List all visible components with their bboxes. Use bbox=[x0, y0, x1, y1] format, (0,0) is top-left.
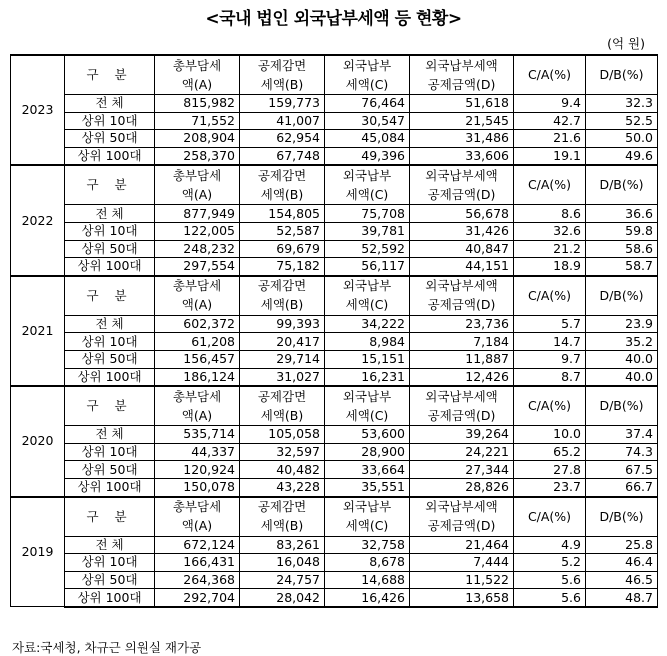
header-col4-bottom: 공제금액(D) bbox=[410, 296, 514, 316]
table-row bbox=[11, 95, 658, 113]
header-col2-top: 공제감면 bbox=[240, 276, 325, 296]
header-label-cell: 구 분 bbox=[65, 55, 155, 95]
value-cell-a: 248,232 bbox=[155, 240, 240, 258]
value-cell-d: 51,618 bbox=[410, 95, 514, 113]
value-cell-ca: 21.6 bbox=[514, 130, 586, 148]
table-row bbox=[11, 478, 658, 496]
value-cell-d: 31,486 bbox=[410, 130, 514, 148]
value-cell-d: 40,847 bbox=[410, 240, 514, 258]
row-label-cell: 상위 50대 bbox=[65, 130, 155, 148]
header-col2-top: 공제감면 bbox=[240, 386, 325, 406]
value-cell-d: 23,736 bbox=[410, 315, 514, 333]
value-cell-db: 25.8 bbox=[586, 536, 658, 554]
row-label-cell: 상위 100대 bbox=[65, 589, 155, 607]
value-cell-b: 40,482 bbox=[240, 461, 325, 479]
row-label-cell: 상위 100대 bbox=[65, 478, 155, 496]
value-cell-c: 56,117 bbox=[325, 258, 410, 276]
header-col3-bottom: 세액(C) bbox=[325, 75, 410, 95]
table-row bbox=[11, 461, 658, 479]
value-cell-d: 21,464 bbox=[410, 536, 514, 554]
value-cell-ca: 4.9 bbox=[514, 536, 586, 554]
value-cell-ca: 42.7 bbox=[514, 112, 586, 130]
row-label-cell: 상위 10대 bbox=[65, 222, 155, 240]
table-row bbox=[11, 258, 658, 276]
value-cell-d: 33,606 bbox=[410, 147, 514, 165]
header-col6: D/B(%) bbox=[586, 55, 658, 95]
value-cell-b: 41,007 bbox=[240, 112, 325, 130]
value-cell-b: 16,048 bbox=[240, 554, 325, 572]
row-label-cell: 상위 50대 bbox=[65, 240, 155, 258]
value-cell-ca: 5.2 bbox=[514, 554, 586, 572]
table-row bbox=[11, 240, 658, 258]
value-cell-a: 122,005 bbox=[155, 222, 240, 240]
header-col5: C/A(%) bbox=[514, 386, 586, 426]
value-cell-a: 602,372 bbox=[155, 315, 240, 333]
header-col1-top: 총부담세 bbox=[155, 497, 240, 517]
value-cell-ca: 5.6 bbox=[514, 589, 586, 607]
value-cell-a: 61,208 bbox=[155, 333, 240, 351]
header-col3-bottom: 세액(C) bbox=[325, 185, 410, 205]
value-cell-c: 16,426 bbox=[325, 589, 410, 607]
header-col4-bottom: 공제금액(D) bbox=[410, 185, 514, 205]
header-col6: D/B(%) bbox=[586, 165, 658, 205]
table-row bbox=[11, 426, 658, 444]
value-cell-ca: 9.7 bbox=[514, 350, 586, 368]
value-cell-c: 33,664 bbox=[325, 461, 410, 479]
header-col2-top: 공제감면 bbox=[240, 497, 325, 517]
value-cell-a: 166,431 bbox=[155, 554, 240, 572]
row-label-cell: 전 체 bbox=[65, 95, 155, 113]
value-cell-d: 11,887 bbox=[410, 350, 514, 368]
header-label-cell: 구 분 bbox=[65, 497, 155, 537]
value-cell-a: 672,124 bbox=[155, 536, 240, 554]
header-col6: D/B(%) bbox=[586, 276, 658, 316]
header-col2-bottom: 세액(B) bbox=[240, 185, 325, 205]
value-cell-a: 120,924 bbox=[155, 461, 240, 479]
row-label-cell: 상위 10대 bbox=[65, 112, 155, 130]
value-cell-a: 150,078 bbox=[155, 478, 240, 496]
document-title: <국내 법인 외국납부세액 등 현황> bbox=[205, 9, 462, 29]
header-col5: C/A(%) bbox=[514, 165, 586, 205]
value-cell-ca: 65.2 bbox=[514, 443, 586, 461]
value-cell-d: 31,426 bbox=[410, 222, 514, 240]
header-col2-bottom: 세액(B) bbox=[240, 75, 325, 95]
header-col3-top: 외국납부 bbox=[325, 55, 410, 75]
row-label-cell: 상위 100대 bbox=[65, 258, 155, 276]
value-cell-c: 49,396 bbox=[325, 147, 410, 165]
value-cell-db: 58.6 bbox=[586, 240, 658, 258]
value-cell-ca: 21.2 bbox=[514, 240, 586, 258]
value-cell-b: 32,597 bbox=[240, 443, 325, 461]
header-col2-top: 공제감면 bbox=[240, 55, 325, 75]
value-cell-c: 34,222 bbox=[325, 315, 410, 333]
value-cell-db: 35.2 bbox=[586, 333, 658, 351]
year-cell: 2021 bbox=[11, 276, 65, 386]
header-col4-top: 외국납부세액 bbox=[410, 276, 514, 296]
header-row-top bbox=[11, 55, 658, 75]
unit-label: (억 원) bbox=[607, 36, 645, 51]
table-row bbox=[11, 536, 658, 554]
value-cell-b: 99,393 bbox=[240, 315, 325, 333]
value-cell-db: 52.5 bbox=[586, 112, 658, 130]
header-col3-bottom: 세액(C) bbox=[325, 296, 410, 316]
value-cell-db: 48.7 bbox=[586, 589, 658, 607]
value-cell-d: 24,221 bbox=[410, 443, 514, 461]
value-cell-b: 159,773 bbox=[240, 95, 325, 113]
year-cell: 2020 bbox=[11, 386, 65, 496]
header-col1-top: 총부담세 bbox=[155, 165, 240, 185]
header-col5: C/A(%) bbox=[514, 276, 586, 316]
value-cell-b: 20,417 bbox=[240, 333, 325, 351]
value-cell-a: 264,368 bbox=[155, 571, 240, 589]
value-cell-d: 44,151 bbox=[410, 258, 514, 276]
value-cell-db: 37.4 bbox=[586, 426, 658, 444]
value-cell-db: 23.9 bbox=[586, 315, 658, 333]
value-cell-d: 11,522 bbox=[410, 571, 514, 589]
value-cell-a: 535,714 bbox=[155, 426, 240, 444]
table-row bbox=[11, 554, 658, 572]
value-cell-db: 67.5 bbox=[586, 461, 658, 479]
header-col4-bottom: 공제금액(D) bbox=[410, 406, 514, 426]
value-cell-ca: 9.4 bbox=[514, 95, 586, 113]
value-cell-ca: 18.9 bbox=[514, 258, 586, 276]
value-cell-db: 46.4 bbox=[586, 554, 658, 572]
header-col2-top: 공제감면 bbox=[240, 165, 325, 185]
value-cell-d: 7,184 bbox=[410, 333, 514, 351]
value-cell-ca: 8.7 bbox=[514, 368, 586, 386]
value-cell-db: 49.6 bbox=[586, 147, 658, 165]
year-cell: 2022 bbox=[11, 165, 65, 275]
value-cell-c: 52,592 bbox=[325, 240, 410, 258]
value-cell-c: 16,231 bbox=[325, 368, 410, 386]
header-col3-bottom: 세액(C) bbox=[325, 406, 410, 426]
header-col4-top: 외국납부세액 bbox=[410, 165, 514, 185]
header-col1-top: 총부담세 bbox=[155, 276, 240, 296]
header-col1-bottom: 액(A) bbox=[155, 296, 240, 316]
header-col1-bottom: 액(A) bbox=[155, 75, 240, 95]
row-label-cell: 전 체 bbox=[65, 205, 155, 223]
value-cell-ca: 8.6 bbox=[514, 205, 586, 223]
header-col4-bottom: 공제금액(D) bbox=[410, 517, 514, 537]
table-row bbox=[11, 205, 658, 223]
value-cell-db: 36.6 bbox=[586, 205, 658, 223]
table-row bbox=[11, 589, 658, 607]
row-label-cell: 상위 10대 bbox=[65, 554, 155, 572]
header-col5: C/A(%) bbox=[514, 55, 586, 95]
value-cell-ca: 19.1 bbox=[514, 147, 586, 165]
row-label-cell: 상위 10대 bbox=[65, 333, 155, 351]
table-row bbox=[11, 222, 658, 240]
header-col1-bottom: 액(A) bbox=[155, 185, 240, 205]
header-label-cell: 구 분 bbox=[65, 276, 155, 316]
row-label-cell: 전 체 bbox=[65, 315, 155, 333]
header-label-cell: 구 분 bbox=[65, 165, 155, 205]
value-cell-d: 28,826 bbox=[410, 478, 514, 496]
header-col1-top: 총부담세 bbox=[155, 55, 240, 75]
value-cell-c: 45,084 bbox=[325, 130, 410, 148]
value-cell-db: 40.0 bbox=[586, 368, 658, 386]
value-cell-a: 292,704 bbox=[155, 589, 240, 607]
value-cell-ca: 32.6 bbox=[514, 222, 586, 240]
header-col3-top: 외국납부 bbox=[325, 276, 410, 296]
row-label-cell: 상위 50대 bbox=[65, 461, 155, 479]
value-cell-c: 76,464 bbox=[325, 95, 410, 113]
header-col6: D/B(%) bbox=[586, 386, 658, 426]
header-col3-top: 외국납부 bbox=[325, 386, 410, 406]
header-col1-top: 총부담세 bbox=[155, 386, 240, 406]
value-cell-d: 12,426 bbox=[410, 368, 514, 386]
header-col3-top: 외국납부 bbox=[325, 165, 410, 185]
header-col2-bottom: 세액(B) bbox=[240, 517, 325, 537]
header-col3-bottom: 세액(C) bbox=[325, 517, 410, 537]
value-cell-b: 52,587 bbox=[240, 222, 325, 240]
year-cell: 2019 bbox=[11, 497, 65, 607]
value-cell-b: 31,027 bbox=[240, 368, 325, 386]
row-label-cell: 상위 10대 bbox=[65, 443, 155, 461]
value-cell-db: 32.3 bbox=[586, 95, 658, 113]
value-cell-a: 877,949 bbox=[155, 205, 240, 223]
value-cell-a: 815,982 bbox=[155, 95, 240, 113]
year-cell: 2023 bbox=[11, 55, 65, 165]
value-cell-c: 28,900 bbox=[325, 443, 410, 461]
value-cell-b: 105,058 bbox=[240, 426, 325, 444]
value-cell-d: 39,264 bbox=[410, 426, 514, 444]
value-cell-b: 62,954 bbox=[240, 130, 325, 148]
value-cell-db: 66.7 bbox=[586, 478, 658, 496]
header-col2-bottom: 세액(B) bbox=[240, 406, 325, 426]
value-cell-a: 156,457 bbox=[155, 350, 240, 368]
value-cell-b: 67,748 bbox=[240, 147, 325, 165]
value-cell-ca: 14.7 bbox=[514, 333, 586, 351]
value-cell-db: 46.5 bbox=[586, 571, 658, 589]
value-cell-d: 7,444 bbox=[410, 554, 514, 572]
header-col5: C/A(%) bbox=[514, 497, 586, 537]
header-col2-bottom: 세액(B) bbox=[240, 296, 325, 316]
value-cell-db: 50.0 bbox=[586, 130, 658, 148]
value-cell-b: 75,182 bbox=[240, 258, 325, 276]
value-cell-c: 15,151 bbox=[325, 350, 410, 368]
value-cell-c: 32,758 bbox=[325, 536, 410, 554]
header-col4-bottom: 공제금액(D) bbox=[410, 75, 514, 95]
value-cell-db: 40.0 bbox=[586, 350, 658, 368]
table-row bbox=[11, 350, 658, 368]
value-cell-b: 28,042 bbox=[240, 589, 325, 607]
row-label-cell: 상위 100대 bbox=[65, 368, 155, 386]
value-cell-d: 21,545 bbox=[410, 112, 514, 130]
value-cell-d: 56,678 bbox=[410, 205, 514, 223]
table-row bbox=[11, 443, 658, 461]
value-cell-c: 75,708 bbox=[325, 205, 410, 223]
table-row bbox=[11, 147, 658, 165]
table-row bbox=[11, 368, 658, 386]
header-col4-top: 외국납부세액 bbox=[410, 55, 514, 75]
value-cell-c: 8,678 bbox=[325, 554, 410, 572]
header-col4-top: 외국납부세액 bbox=[410, 386, 514, 406]
row-label-cell: 상위 50대 bbox=[65, 350, 155, 368]
value-cell-db: 74.3 bbox=[586, 443, 658, 461]
value-cell-b: 154,805 bbox=[240, 205, 325, 223]
header-col6: D/B(%) bbox=[586, 497, 658, 537]
value-cell-a: 44,337 bbox=[155, 443, 240, 461]
value-cell-b: 29,714 bbox=[240, 350, 325, 368]
header-row-top bbox=[11, 276, 658, 296]
value-cell-b: 24,757 bbox=[240, 571, 325, 589]
tax-stats-table bbox=[10, 54, 658, 608]
table-row bbox=[11, 130, 658, 148]
value-cell-b: 69,679 bbox=[240, 240, 325, 258]
value-cell-ca: 23.7 bbox=[514, 478, 586, 496]
value-cell-ca: 27.8 bbox=[514, 461, 586, 479]
header-label-cell: 구 분 bbox=[65, 386, 155, 426]
header-row-top bbox=[11, 386, 658, 406]
row-label-cell: 전 체 bbox=[65, 536, 155, 554]
table-row bbox=[11, 315, 658, 333]
value-cell-ca: 5.7 bbox=[514, 315, 586, 333]
value-cell-d: 27,344 bbox=[410, 461, 514, 479]
value-cell-a: 208,904 bbox=[155, 130, 240, 148]
value-cell-c: 8,984 bbox=[325, 333, 410, 351]
table-row bbox=[11, 571, 658, 589]
header-col1-bottom: 액(A) bbox=[155, 517, 240, 537]
table-row bbox=[11, 333, 658, 351]
table-body bbox=[11, 55, 658, 607]
row-label-cell: 상위 50대 bbox=[65, 571, 155, 589]
value-cell-c: 39,781 bbox=[325, 222, 410, 240]
value-cell-d: 13,658 bbox=[410, 589, 514, 607]
header-row-top bbox=[11, 497, 658, 517]
header-col4-top: 외국납부세액 bbox=[410, 497, 514, 517]
value-cell-a: 297,554 bbox=[155, 258, 240, 276]
value-cell-db: 58.7 bbox=[586, 258, 658, 276]
value-cell-a: 186,124 bbox=[155, 368, 240, 386]
value-cell-db: 59.8 bbox=[586, 222, 658, 240]
table-row bbox=[11, 112, 658, 130]
value-cell-b: 83,261 bbox=[240, 536, 325, 554]
value-cell-ca: 5.6 bbox=[514, 571, 586, 589]
header-col1-bottom: 액(A) bbox=[155, 406, 240, 426]
source-note: 자료:국세청, 차규근 의원실 재가공 bbox=[12, 640, 202, 655]
value-cell-a: 258,370 bbox=[155, 147, 240, 165]
row-label-cell: 상위 100대 bbox=[65, 147, 155, 165]
value-cell-ca: 10.0 bbox=[514, 426, 586, 444]
value-cell-c: 53,600 bbox=[325, 426, 410, 444]
header-col3-top: 외국납부 bbox=[325, 497, 410, 517]
value-cell-c: 30,547 bbox=[325, 112, 410, 130]
value-cell-c: 35,551 bbox=[325, 478, 410, 496]
row-label-cell: 전 체 bbox=[65, 426, 155, 444]
value-cell-a: 71,552 bbox=[155, 112, 240, 130]
header-row-top bbox=[11, 165, 658, 185]
value-cell-b: 43,228 bbox=[240, 478, 325, 496]
value-cell-c: 14,688 bbox=[325, 571, 410, 589]
